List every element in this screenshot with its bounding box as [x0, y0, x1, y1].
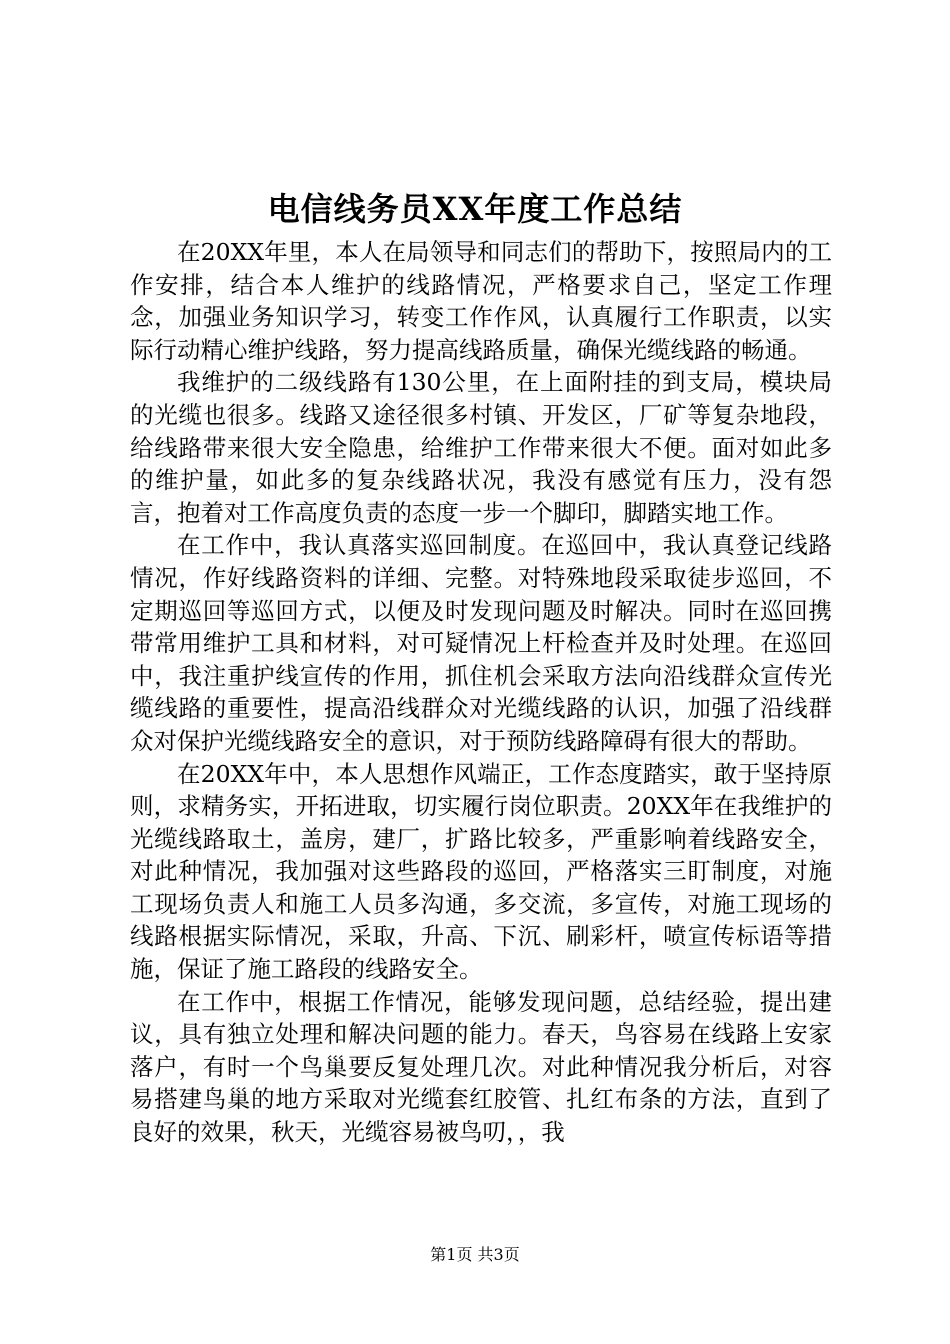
document-body [130, 236, 832, 1149]
document-title: 电信线务员XX年度工作总结 [267, 190, 683, 228]
paragraph: 在20XX年中，本人思想作风端正，工作态度踏实，敢于坚持原则，求精务实，开拓进取，切实履行岗位职责。20XX年在我维护的光缆线路取土，盖房，建厂，扩路比较多，严重影响着线路安全，对此种情况，我加强对这些路段的巡回，严格落实三盯制度，对施工现场负责人和施工人员多沟通，多交流，多宣传，对施工现场的线路根据实际情况，采取，升高、下沉、刷彩杆，喷宣传标语等措施，保证了施工路段的线路安全。 [130, 759, 832, 984]
paragraph: 在工作中，根据工作情况，能够发现问题，总结经验，提出建议，具有独立处理和解决问题的能力。春天，鸟容易在线路上安家落户，有时一个鸟巢要反复处理几次。对此种情况我分析后，对容易搭建鸟巢的地方采取对光缆套红胶管、扎红布条的方法，直到了良好的效果，秋天，光缆容易被鸟叨，，我 [130, 987, 832, 1147]
paragraph: 在工作中，我认真落实巡回制度。在巡回中，我认真登记线路情况，作好线路资料的详细、完整。对特殊地段采取徒步巡回，不定期巡回等巡回方式，以便及时发现问题及时解决。同时在巡回携带常用维护工具和材料，对可疑情况上杆检查并及时处理。在巡回中，我注重护线宣传的作用，抓住机会采取方法向沿线群众宣传光缆线路的重要性，提高沿线群众对光缆线路的认识，加强了沿线群众对保护光缆线路安全的意识，对于预防线路障碍有很大的帮助。 [130, 531, 832, 755]
paragraph: 在20XX年里，本人在局领导和同志们的帮助下，按照局内的工作安排，结合本人维护的线路情况，严格要求自己，坚定工作理念，加强业务知识学习，转变工作作风，认真履行工作职责，以实际行动精心维护线路，努力提高线路质量，确保光缆线路的畅通。 [130, 238, 832, 364]
paragraph: 我维护的二级线路有130公里，在上面附挂的到支局，模块局的光缆也很多。线路又途径很多村镇、开发区，厂矿等复杂地段，给线路带来很大安全隐患，给维护工作带来很大不便。面对如此多的维护量，如此多的复杂线路状况，我没有感觉有压力，没有怨言，抱着对工作高度负责的态度一步一个脚印，脚踏实地工作。 [130, 368, 832, 527]
page-footer: 第1页 共3页 [430, 1245, 520, 1264]
